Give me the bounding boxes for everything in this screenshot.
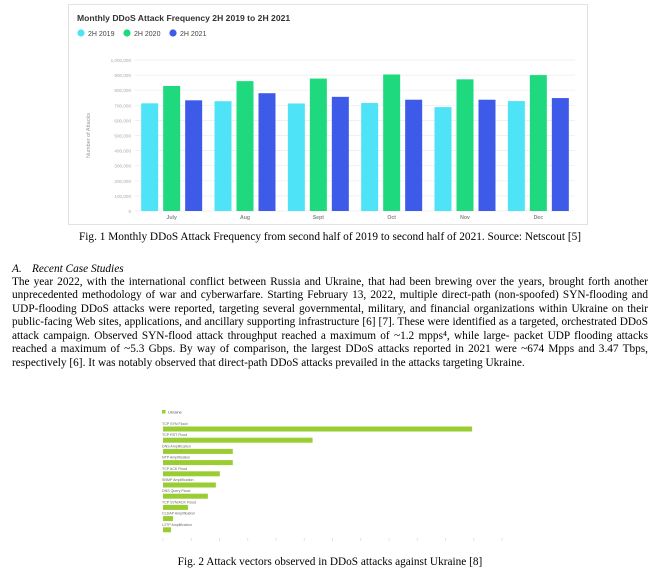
- bar-dec-1: [530, 75, 547, 211]
- bar-nov-2: [479, 100, 496, 211]
- body-paragraph: The year 2022, with the international conflict between Russia and Ukraine, that had been brewing over the years, brought forth another unprecedented methodology of war and cyberwarfare. Starting February 13, 2022, multiple direct-path (non-spoofed) SYN-flooding and UDP-flooding DDoS attacks were reported, targeting several governmental, military, and financial organizations within Ukraine on their public-facing Web sites, applications, and ancillary supporting infrastructure [6] [7]. These were identified as a targeted, orchestrated DDoS attack campaign. Observed SYN-flood attack throughput reached a maximum of ~1.2 mpps⁴, while large- packet UDP flooding attacks reached a maximum of ~5.3 Gbps. By way of comparison, the largest DDoS attacks reported in 2021 were ~674 Mpps and 3.47 Tbps, respectively [6]. It was notably observed that direct-path DDoS attacks prevailed in the attacks targeting Ukraine.: [12, 276, 648, 369]
- attack-vectors-chart: [160, 402, 515, 552]
- y-tick-label: 900,000: [114, 73, 131, 79]
- category-label: TCP RST Flood: [162, 433, 188, 438]
- legend-swatch-2: [169, 29, 176, 36]
- chart-title: Monthly DDoS Attack Frequency 2H 2019 to 2H 2021: [77, 13, 291, 23]
- section-title: Recent Case Studies: [32, 263, 124, 275]
- legend-label-2: 2H 2021: [180, 31, 207, 38]
- bar-july-0: [141, 103, 158, 211]
- bar-oct-1: [383, 74, 400, 211]
- y-tick-label: 700,000: [114, 103, 131, 109]
- y-tick-label: 300,000: [114, 163, 131, 169]
- x-tick-label: Nov: [460, 215, 470, 221]
- ddos-frequency-chart: [69, 5, 587, 224]
- category-label: TCP SYN/ACK Flood: [162, 500, 196, 505]
- legend-swatch-0: [77, 29, 84, 36]
- section-number: A.: [12, 263, 22, 275]
- figure-1-caption: Fig. 1 Monthly DDoS Attack Frequency from second half of 2019 to second half of 2021. Source: Netscout [5]: [79, 231, 581, 243]
- bar-nov-0: [435, 107, 452, 211]
- bar-6: [163, 494, 208, 499]
- section-heading: [12, 262, 124, 276]
- figure-2-caption: Fig. 2 Attack vectors observed in DDoS attacks against Ukraine [8]: [177, 556, 483, 568]
- bar-4: [163, 471, 220, 476]
- bar-dec-2: [552, 98, 569, 211]
- category-label: DNS Amplification: [162, 444, 191, 449]
- bar-0: [163, 427, 472, 432]
- bar-3: [163, 460, 233, 465]
- bar-sept-1: [310, 79, 327, 211]
- legend-label: Ukraine: [168, 409, 182, 415]
- bar-2: [163, 449, 233, 454]
- bar-5: [163, 483, 216, 488]
- x-tick-label: Aug: [239, 215, 251, 221]
- y-tick-label: 0: [128, 209, 131, 214]
- category-label: L2TP Amplification: [162, 522, 192, 527]
- y-axis-label: Number of Attacks: [86, 113, 92, 158]
- bar-7: [163, 505, 188, 510]
- bar-sept-0: [288, 103, 305, 211]
- category-label: NTP Amplification: [162, 455, 191, 460]
- bar-aug-2: [259, 93, 276, 211]
- legend-swatch-1: [123, 29, 130, 36]
- y-tick-label: 600,000: [114, 118, 131, 124]
- y-tick-label: 1,000,000: [110, 58, 131, 63]
- x-tick-label: Oct: [387, 215, 396, 221]
- legend-label-1: 2H 2020: [134, 31, 161, 38]
- y-tick-label: 800,000: [114, 88, 131, 94]
- y-tick-label: 200,000: [114, 178, 131, 184]
- category-label: DNS Query Flood: [162, 489, 191, 494]
- x-tick-label: July: [166, 215, 177, 221]
- bar-dec-0: [508, 101, 525, 211]
- bar-oct-2: [405, 100, 422, 211]
- figure-2-chart: [160, 402, 515, 552]
- y-tick-label: 400,000: [114, 148, 131, 154]
- bar-oct-0: [361, 103, 378, 211]
- bar-aug-1: [237, 81, 254, 211]
- y-tick-label: 100,000: [114, 193, 131, 199]
- category-label: CLDAP Amplification: [162, 511, 196, 516]
- x-tick-label: Dec: [533, 215, 544, 221]
- figure-1-chart: [68, 4, 588, 225]
- category-label: TCP SYN Flood: [162, 422, 188, 426]
- bar-1: [163, 438, 313, 443]
- bar-aug-0: [215, 101, 232, 211]
- bar-nov-1: [457, 79, 474, 211]
- x-tick-label: Sept: [312, 215, 324, 221]
- bar-8: [163, 516, 173, 521]
- legend-swatch: [162, 410, 166, 414]
- category-label: SNMP Amplification: [162, 478, 194, 482]
- bar-sept-2: [332, 97, 349, 211]
- bar-july-1: [163, 86, 180, 211]
- bar-july-2: [185, 100, 202, 211]
- bar-9: [163, 527, 171, 532]
- category-label: TCP ACK Flood: [162, 466, 188, 471]
- legend-label-0: 2H 2019: [88, 31, 115, 38]
- y-tick-label: 500,000: [114, 133, 131, 139]
